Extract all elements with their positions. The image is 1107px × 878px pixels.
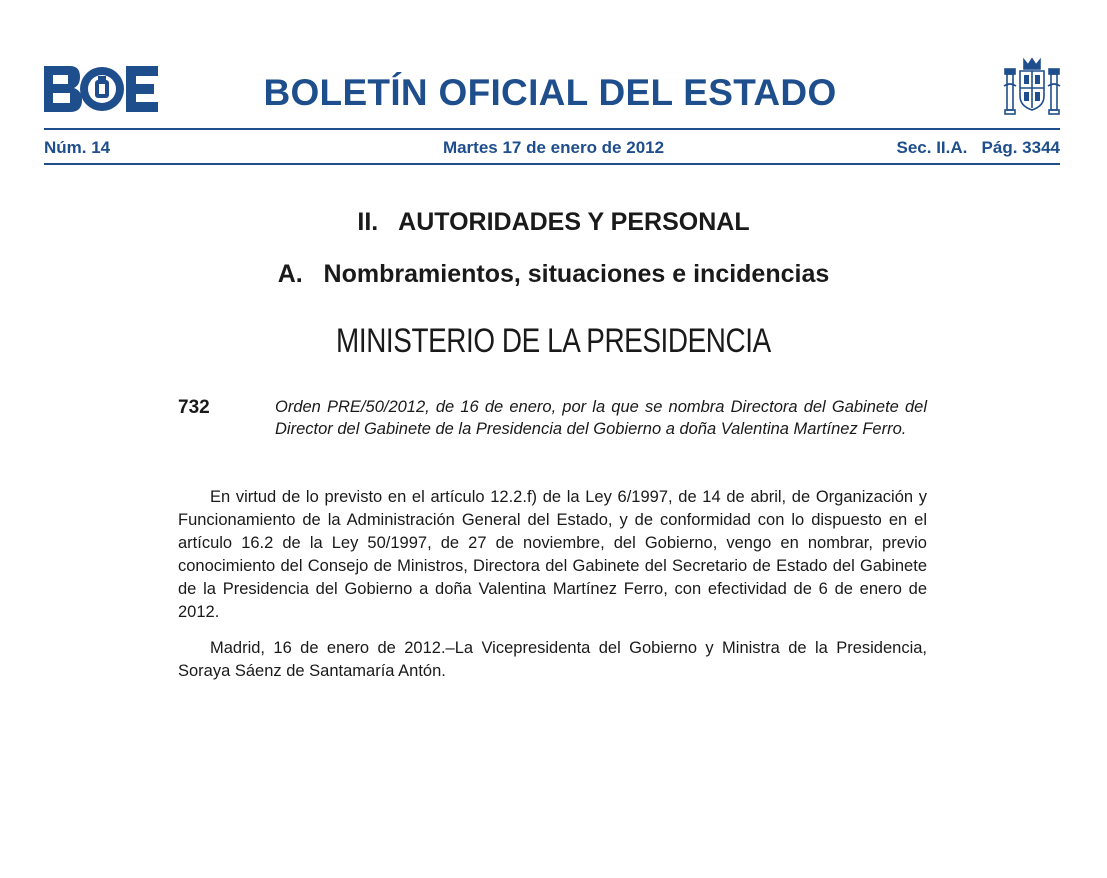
section-title: II. AUTORIDADES Y PERSONAL [357,208,750,236]
issue-number: Núm. 14 [44,138,111,157]
header-rule-top [44,128,1060,130]
boe-logo-icon [44,66,158,112]
body-paragraph: En virtud de lo previsto en el artículo 12.2.f) de la Ley 6/1997, de 14 de abril, de Organización y Funcionamiento de la Administración General del Estado, y de conformidad con lo dispuesto en el artículo 16.2 de la Ley 50/1997, de 27 de noviembre, del Gobierno, vengo en nombrar, previo conocimiento del Consejo de Ministros, Directora del Gabinete del Secretario de Estado del Gabinete de la Presidencia del Gobierno a doña Valentina Martínez Ferro, con efectividad de 6 de enero de 2012. [178,488,927,621]
masthead-title: BOLETÍN OFICIAL DEL ESTADO [263,72,837,113]
signature-paragraph: Madrid, 16 de enero de 2012.–La Vicepresidenta del Gobierno y Ministra de la Presidencia, Soraya Sáenz de Santamaría Antón. [178,639,927,680]
order-title: Orden PRE/50/2012, de 16 de enero, por la que se nombra Directora del Gabinete del Director del Gabinete de la Presidencia del Gobierno a doña Valentina Martínez Ferro. [275,398,927,438]
coat-of-arms-icon [1002,56,1062,120]
issue-date: Martes 17 de enero de 2012 [442,138,665,157]
order-number: 732 [178,397,210,418]
section-subtitle: A. Nombramientos, situaciones e incidencias [277,260,830,288]
header-rule-bottom [44,163,1060,165]
section-page: Sec. II.A. Pág. 3344 [896,138,1060,157]
ministry-heading: MINISTERIO DE LA PRESIDENCIA [336,322,771,360]
